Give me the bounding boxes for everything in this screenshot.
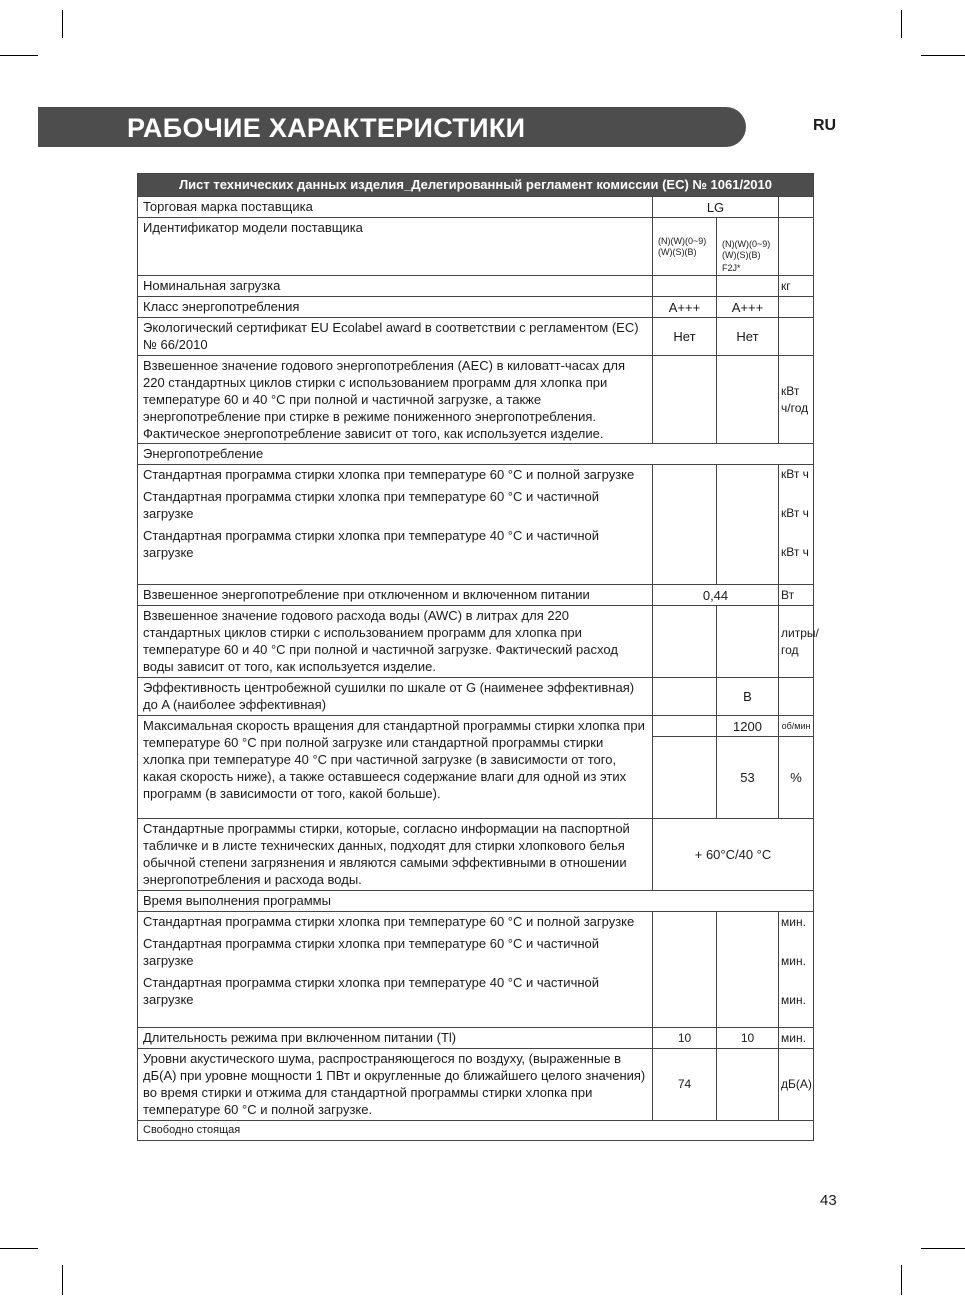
load-unit: кг	[779, 276, 814, 297]
noise-label: Уровни акустического шума, распространяющегося по воздуху, (выраженные в дБ(А) при уровне мощности 1 ПВт и округленные до ближайшего целого значения) во время стирки и отжима для стандартной программы стирки хлопка при температуре 60 °С и полной загрузке.	[138, 1049, 653, 1121]
empty-cell	[717, 606, 779, 678]
load-label: Номинальная загрузка	[138, 276, 653, 297]
empty-cell	[653, 465, 717, 585]
table-row	[138, 606, 814, 678]
empty-cell	[653, 356, 717, 444]
table-row	[138, 218, 814, 276]
empty-cell	[779, 297, 814, 318]
empty-cell	[717, 1049, 779, 1121]
table-row	[138, 465, 814, 585]
energy-class-b: A+++	[717, 297, 779, 318]
prog-60-partial: Стандартная программа стирки хлопка при температуре 60 °С и частичной загрузке	[143, 489, 600, 521]
awc-label: Взвешенное значение годового расхода воды (AWC) в литрах для 220 стандартных циклов стирки с использованием программ для хлопка при температуре 60 и 40 °С при полной и частичной загрузке. Фактический расход воды зависит от того, как используется изделие.	[138, 606, 653, 678]
model-b-prefix: F2J*	[722, 263, 741, 273]
time-programs	[138, 912, 653, 1028]
energy-programs	[138, 465, 653, 585]
table-row	[138, 912, 814, 1028]
model-b-cell	[717, 218, 779, 276]
empty-cell	[717, 465, 779, 585]
empty-cell	[653, 276, 717, 297]
table-row	[138, 174, 814, 197]
tl-unit: мин.	[779, 1028, 814, 1049]
model-label: Идентификатор модели поставщика	[138, 218, 653, 276]
table-row	[138, 276, 814, 297]
moisture-unit: %	[779, 737, 814, 819]
table-row	[138, 891, 814, 912]
energy-class-label: Класс энергопотребления	[138, 297, 653, 318]
table-row	[138, 678, 814, 716]
crop-mark	[0, 55, 38, 56]
table-row	[138, 716, 814, 737]
energy-unit: кВт ч	[781, 467, 809, 481]
empty-cell	[779, 218, 814, 276]
awc-unit: литры/год	[779, 606, 814, 678]
power-unit: Вт	[779, 585, 814, 606]
table-row	[138, 819, 814, 891]
noise-unit: дБ(А)	[779, 1049, 814, 1121]
table-row	[138, 356, 814, 444]
empty-cell	[717, 356, 779, 444]
footer-note: Свободно стоящая	[138, 1121, 814, 1141]
table-row	[138, 197, 814, 218]
language-code: RU	[813, 117, 837, 134]
model-a: (N)(W)(0~9)(W)(S)(B)	[653, 218, 717, 276]
empty-cell	[779, 678, 814, 716]
empty-cell	[653, 737, 717, 819]
tl-b: 10	[717, 1028, 779, 1049]
time-unit: мин.	[781, 954, 806, 968]
page-title: РАБОЧИЕ ХАРАКТЕРИСТИКИ	[127, 113, 526, 143]
energy-section-title: Энергопотребление	[138, 444, 814, 465]
time-unit: мин.	[781, 915, 806, 929]
table-heading: Лист технических данных изделия_Делегированный регламент комиссии (ЕС) № 1061/2010	[138, 174, 814, 197]
empty-cell	[779, 318, 814, 356]
table-row	[138, 1049, 814, 1121]
noise-a: 74	[653, 1049, 717, 1121]
prog-60-full: Стандартная программа стирки хлопка при температуре 60 °С и полной загрузке	[143, 467, 635, 482]
table-row	[138, 444, 814, 465]
power-value: 0,44	[653, 585, 779, 606]
ecolabel-b: Нет	[717, 318, 779, 356]
ecolabel-label: Экологический сертификат EU Ecolabel award в соответствии с регламентом (ЕС) № 66/2010	[138, 318, 653, 356]
table-row	[138, 1028, 814, 1049]
model-b: (N)(W)(0~9)(W)(S)(B)	[722, 239, 771, 260]
tl-a: 10	[653, 1028, 717, 1049]
spin-speed-unit: об/мин	[779, 716, 814, 737]
prog-40-partial: Стандартная программа стирки хлопка при температуре 40 °С и частичной загрузке	[143, 528, 600, 560]
aec-unit: кВт ч/год	[779, 356, 814, 444]
empty-cell	[653, 678, 717, 716]
crop-mark	[0, 1248, 38, 1249]
prog-60-partial: Стандартная программа стирки хлопка при температуре 60 °С и частичной загрузке	[143, 936, 600, 968]
moisture-b: 53	[717, 737, 779, 819]
energy-class-a: A+++	[653, 297, 717, 318]
time-unit: мин.	[781, 993, 806, 1007]
std-prog-value: + 60°C/40 °C	[653, 819, 814, 891]
time-section-title: Время выполнения программы	[138, 891, 814, 912]
crop-mark	[901, 1265, 902, 1295]
energy-units	[779, 465, 814, 585]
spin-speed-b: 1200	[717, 716, 779, 737]
empty-cell	[653, 716, 717, 737]
page-number: 43	[820, 1192, 837, 1209]
prog-60-full: Стандартная программа стирки хлопка при температуре 60 °С и полной загрузке	[143, 914, 635, 929]
std-prog-label: Стандартные программы стирки, которые, согласно информации на паспортной табличке и в листе технических данных, подходят для стирки хлопкового белья обычной степени загрязнения и являются самыми эффективными в отношении энергопотребления и расхода воды.	[138, 819, 653, 891]
power-label: Взвешенное энергопотребление при отключенном и включенном питании	[138, 585, 653, 606]
crop-mark	[62, 1265, 63, 1295]
crop-mark	[62, 10, 63, 38]
empty-cell	[717, 276, 779, 297]
energy-unit: кВт ч	[781, 506, 809, 520]
table-row	[138, 585, 814, 606]
table-row	[138, 1121, 814, 1141]
table-row	[138, 318, 814, 356]
crop-mark	[921, 55, 965, 56]
ecolabel-a: Нет	[653, 318, 717, 356]
time-units	[779, 912, 814, 1028]
aec-label: Взвешенное значение годового энергопотребления (AEC) в киловатт-часах для 220 стандартных циклов стирки с использованием программ для хлопка при температуре 60 и 40 °С при полной и частичной загрузке, а также энергопотребление при стирке в режиме пониженного энергопотребления. Фактическое энергопотребление зависит от того, как используется изделие.	[138, 356, 653, 444]
empty-cell	[653, 606, 717, 678]
empty-cell	[779, 197, 814, 218]
energy-unit: кВт ч	[781, 545, 809, 559]
prog-40-partial: Стандартная программа стирки хлопка при температуре 40 °С и частичной загрузке	[143, 975, 600, 1007]
spin-class-label: Эффективность центробежной сушилки по шкале от G (наименее эффективная) до A (наиболее эффективная)	[138, 678, 653, 716]
spin-class-b: B	[717, 678, 779, 716]
crop-mark	[921, 1248, 965, 1249]
table-row	[138, 297, 814, 318]
brand-value: LG	[653, 197, 779, 218]
brand-label: Торговая марка поставщика	[138, 197, 653, 218]
spec-table	[137, 173, 819, 1141]
spin-label: Максимальная скорость вращения для стандартной программы стирки хлопка при температуре 60 °С при полной загрузке или стандартной программы стирки хлопка при температуре 40 °С при частичной загрузке (в зависимости от того, какая скорость ниже), а также оставшееся содержание влаги для одной из этих программ (в зависимости от того, какой больше).	[138, 716, 653, 819]
empty-cell	[717, 912, 779, 1028]
empty-cell	[653, 912, 717, 1028]
tl-label: Длительность режима при включенном питании (Tl)	[138, 1028, 653, 1049]
crop-mark	[901, 10, 902, 38]
